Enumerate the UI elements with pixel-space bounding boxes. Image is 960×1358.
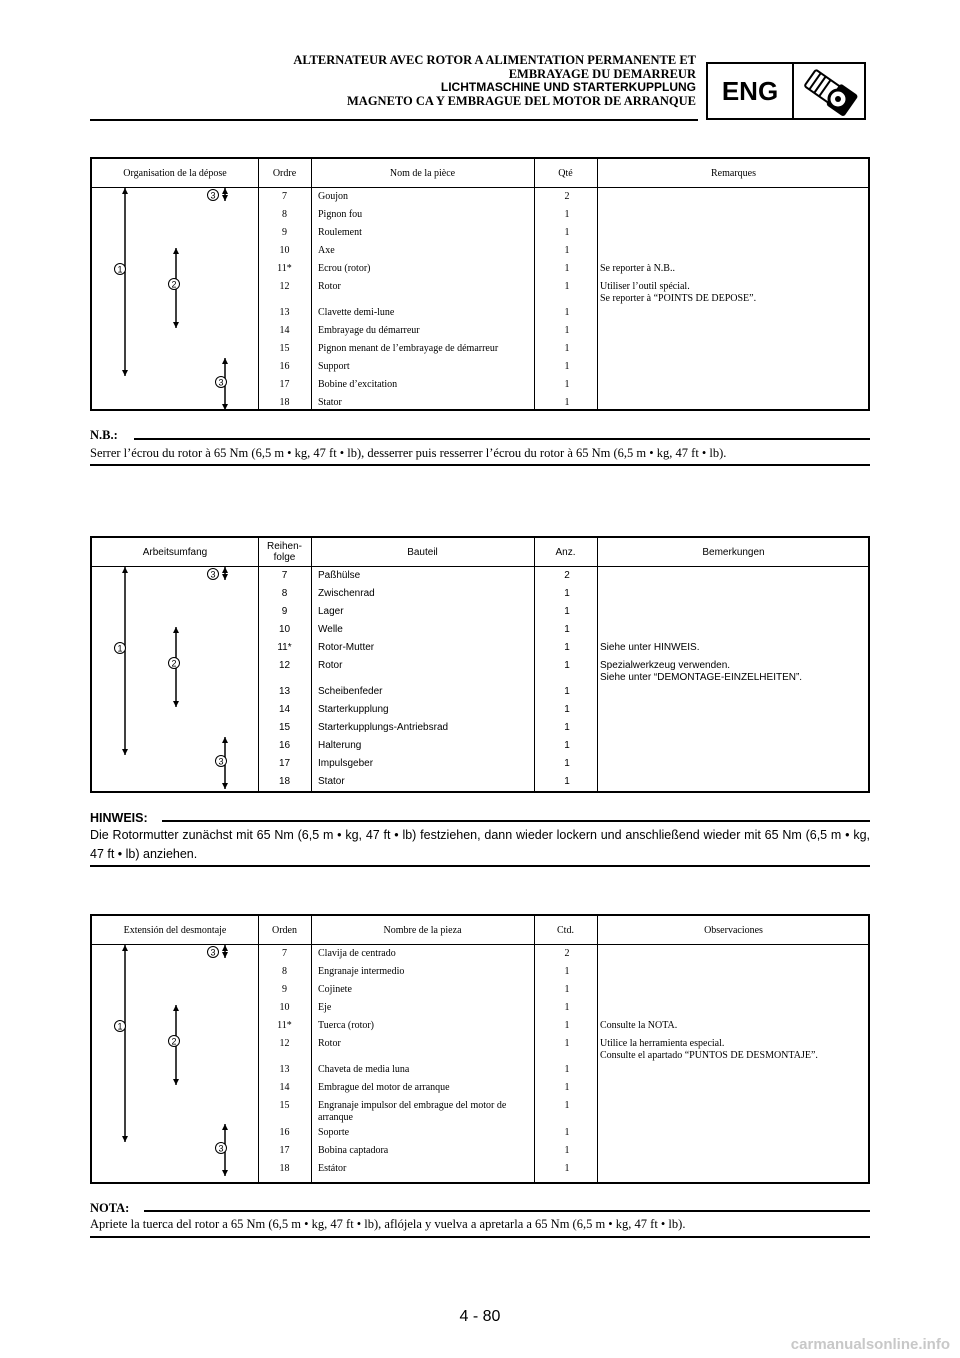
circled-number-label	[208, 947, 219, 958]
arrow-down-icon	[222, 404, 228, 409]
row-order: 15	[278, 722, 291, 733]
row-part-name: Rotor-Mutter	[318, 642, 375, 653]
arrow-up-icon	[122, 945, 128, 951]
arrow-up-icon	[122, 188, 128, 194]
arrow-up-icon	[173, 627, 179, 633]
arrow-up-icon	[222, 945, 228, 951]
arrow-down-icon	[222, 952, 228, 958]
circled-number-text: 2	[171, 1036, 177, 1047]
arrow-down-icon	[173, 701, 179, 707]
header-cell: Nom de la pièce	[389, 167, 456, 179]
row-part-name: Rotor	[318, 1038, 341, 1049]
row-part-name: Estátor	[318, 1163, 347, 1174]
note-end-rule-de	[90, 865, 870, 867]
arrow-up-icon	[222, 1124, 228, 1130]
wrench-bolt-icon	[794, 66, 864, 116]
parts-table-es	[90, 914, 870, 1184]
row-quantity: 1	[564, 1038, 570, 1049]
title-line-de: LICHTMASCHINE UND STARTERKUPPLUNG	[440, 80, 696, 94]
row-quantity: 1	[564, 1064, 570, 1075]
row-quantity: 1	[564, 704, 570, 715]
row-quantity: 1	[564, 1002, 570, 1013]
column-divider	[597, 916, 598, 944]
note-rule-de	[162, 820, 870, 822]
row-quantity: 1	[564, 642, 570, 653]
row-order: 13	[278, 686, 291, 697]
arrow-up-icon	[222, 188, 228, 194]
row-order: 17	[279, 379, 290, 390]
row-order: 13	[279, 307, 290, 318]
row-order: 12	[279, 1038, 290, 1049]
row-order: 16	[279, 361, 290, 372]
row-order: 12	[279, 281, 290, 292]
row-remarks: Utilice la herramienta especial. Consulte el apartado “PUNTOS DE DESMONTAJE”.	[600, 1038, 818, 1061]
row-part-name: Scheibenfeder	[318, 686, 383, 697]
row-part-name: Axe	[318, 245, 335, 256]
column-divider	[597, 945, 598, 1182]
row-order: 9	[282, 227, 287, 238]
row-quantity: 1	[564, 1082, 570, 1093]
row-part-name: Bobina captadora	[318, 1145, 389, 1156]
arrow-down-icon	[222, 574, 228, 580]
header-cell: Bauteil	[407, 546, 438, 558]
row-part-name: Embrayage du démarreur	[318, 325, 420, 336]
row-order: 8	[282, 966, 287, 977]
title-line-es: MAGNETO CA Y EMBRAGUE DEL MOTOR DE ARRANQUE	[347, 93, 696, 108]
arrow-down-icon	[222, 1170, 228, 1176]
row-part-name: Support	[318, 361, 350, 372]
row-quantity: 1	[564, 379, 570, 390]
row-order: 14	[279, 325, 290, 336]
header-cell: Anz.	[555, 546, 576, 558]
circled-number-label	[208, 569, 219, 580]
column-divider	[534, 538, 535, 566]
column-divider	[534, 945, 535, 1182]
header-cell: Orden	[272, 924, 297, 936]
row-order: 16	[278, 740, 291, 751]
row-quantity: 1	[564, 966, 570, 977]
row-order: 7	[282, 191, 287, 202]
row-order: 14	[279, 1082, 290, 1093]
row-part-name: Pignon fou	[318, 209, 363, 220]
column-divider	[534, 567, 535, 791]
row-quantity: 1	[564, 1020, 570, 1031]
row-part-name: Clavija de centrado	[318, 948, 396, 959]
arrow-down-icon	[122, 1136, 128, 1142]
row-part-name: Halterung	[318, 740, 362, 751]
header-cell: Nombre de la pieza	[383, 924, 462, 936]
column-divider	[311, 945, 312, 1182]
column-divider	[597, 159, 598, 187]
row-order: 15	[279, 343, 290, 354]
circled-number-text: 2	[171, 658, 177, 669]
row-part-name: Soporte	[318, 1127, 350, 1138]
column-divider	[311, 538, 312, 566]
table-body	[92, 188, 868, 409]
row-order: 7	[282, 948, 287, 959]
table-body	[92, 567, 868, 791]
arrow-up-icon	[222, 358, 228, 364]
section-badge-label: ENG	[708, 64, 794, 118]
row-order: 16	[279, 1127, 290, 1138]
header-cell: Ordre	[272, 167, 297, 179]
row-order: 13	[279, 1064, 290, 1075]
table-header	[92, 159, 868, 188]
row-part-name: Starterkupplung	[318, 704, 389, 715]
row-quantity: 1	[564, 281, 570, 292]
circled-number-label	[216, 756, 227, 767]
row-quantity: 1	[564, 227, 570, 238]
header-cell: Organisation de la dépose	[123, 167, 227, 179]
row-quantity: 1	[564, 1100, 570, 1111]
row-quantity: 1	[564, 209, 570, 220]
header-cell: Bemerkungen	[702, 546, 765, 558]
column-divider	[311, 159, 312, 187]
circled-number-label	[169, 279, 180, 290]
row-part-name: Bobine d’excitation	[318, 379, 398, 390]
title-line-fr-2: EMBRAYAGE DU DEMARREUR	[508, 66, 696, 81]
arrow-down-icon	[173, 322, 179, 328]
note-text-de: Die Rotormutter zunächst mit 65 Nm (6,5 m • kg, 47 ft • lb) festziehen, dann wieder lockern und anschließend wieder mit 65 Nm (6,5 m • kg, 47 ft • lb) anziehen.	[90, 828, 870, 861]
row-quantity: 1	[564, 343, 570, 354]
note-title-fr: N.B.:	[90, 428, 118, 442]
circled-number-text: 3	[218, 756, 224, 767]
arrow-up-icon	[173, 248, 179, 254]
row-order: 17	[278, 758, 291, 769]
arrow-down-icon	[173, 1079, 179, 1085]
header-cell: Ctd.	[557, 924, 574, 936]
row-part-name: Impulsgeber	[318, 758, 374, 769]
row-quantity: 1	[564, 1163, 570, 1174]
row-quantity: 1	[564, 740, 570, 751]
note-text-es: Apriete la tuerca del rotor a 65 Nm (6,5 m • kg, 47 ft • lb), aflójela y vuelva a apretarla a 65 Nm (6,5 m • kg, 47 ft • lb).	[90, 1217, 686, 1231]
row-order: 11*	[277, 263, 292, 274]
row-part-name: Goujon	[318, 191, 348, 202]
row-quantity: 1	[564, 606, 570, 617]
row-order: 14	[278, 704, 291, 715]
circled-number-text: 3	[218, 1143, 224, 1154]
circled-number-label	[115, 643, 126, 654]
row-order: 8	[281, 588, 288, 599]
row-quantity: 1	[564, 307, 570, 318]
row-part-name: Pignon menant de l’embrayage de démarreur	[318, 343, 499, 354]
circled-number-label	[216, 1143, 227, 1154]
note-title-es: NOTA:	[90, 1201, 130, 1215]
row-quantity: 1	[564, 588, 570, 599]
row-quantity: 1	[564, 776, 570, 787]
arrow-down-icon	[122, 749, 128, 755]
row-quantity: 1	[564, 1127, 570, 1138]
circled-number-text: 2	[171, 279, 177, 290]
circled-number-label	[115, 264, 126, 275]
removal-order-diagram	[92, 945, 260, 1182]
row-part-name: Ecrou (rotor)	[318, 263, 371, 274]
watermark: carmanualsonline.info	[790, 1336, 950, 1353]
row-quantity: 1	[564, 325, 570, 336]
row-part-name: Roulement	[318, 227, 362, 238]
circled-number-text: 1	[117, 1021, 123, 1032]
circled-number-text: 3	[210, 569, 216, 580]
circled-number-label	[216, 377, 227, 388]
row-part-name: Eje	[318, 1002, 332, 1013]
column-divider	[534, 159, 535, 187]
table-body	[92, 945, 868, 1182]
row-quantity: 2	[564, 570, 570, 581]
circled-number-text: 3	[210, 947, 216, 958]
title-line-fr-1: ALTERNATEUR AVEC ROTOR A ALIMENTATION PERMANENTE ET	[293, 53, 696, 67]
note-end-rule-fr	[90, 464, 870, 466]
arrow-up-icon	[122, 567, 128, 573]
row-part-name: Stator	[318, 776, 345, 787]
header-rule	[90, 119, 698, 121]
row-remarks: Se reporter à N.B..	[600, 263, 675, 274]
circled-number-text: 1	[117, 264, 123, 275]
column-divider	[311, 567, 312, 791]
row-part-name: Tuerca (rotor)	[318, 1020, 375, 1031]
row-part-name: Clavette demi-lune	[318, 307, 395, 318]
circled-number-label	[169, 1036, 180, 1047]
row-order: 18	[278, 776, 291, 787]
removal-order-diagram	[92, 188, 260, 409]
column-divider	[597, 538, 598, 566]
column-divider	[597, 188, 598, 409]
header-cell: Arbeitsumfang	[142, 546, 208, 558]
row-remarks: Utiliser l’outil spécial. Se reporter à “POINTS DE DEPOSE”.	[600, 281, 757, 304]
row-order: 15	[279, 1100, 290, 1111]
arrow-up-icon	[222, 567, 228, 573]
parts-table-fr	[90, 157, 870, 411]
row-part-name: Engranaje intermedio	[318, 966, 405, 977]
row-order: 9	[281, 606, 288, 617]
row-quantity: 1	[564, 660, 570, 671]
row-order: 8	[282, 209, 287, 220]
circled-number-label	[169, 658, 180, 669]
column-divider	[311, 916, 312, 944]
row-quantity: 1	[564, 397, 570, 408]
row-order: 10	[279, 1002, 290, 1013]
row-order: 7	[281, 570, 288, 581]
row-quantity: 1	[564, 686, 570, 697]
arrow-down-icon	[122, 370, 128, 376]
row-quantity: 1	[564, 624, 570, 635]
header-cell: Qté	[558, 167, 573, 179]
row-part-name: Stator	[318, 397, 342, 408]
row-part-name: Zwischenrad	[318, 588, 375, 599]
table-header	[92, 538, 868, 567]
row-order: 18	[279, 397, 290, 408]
circled-number-label	[115, 1021, 126, 1032]
column-divider	[597, 567, 598, 791]
row-order: 18	[279, 1163, 290, 1174]
row-quantity: 2	[564, 948, 570, 959]
row-part-name: Engranaje impulsor del embrague del motor de arranque	[318, 1100, 507, 1123]
row-order: 10	[278, 624, 291, 635]
row-part-name: Lager	[318, 606, 344, 617]
row-order: 12	[278, 660, 291, 671]
row-remarks: Siehe unter HINWEIS.	[600, 642, 700, 653]
arrow-up-icon	[173, 1005, 179, 1011]
row-part-name: Rotor	[318, 660, 343, 671]
header-cell: Remarques	[711, 167, 756, 179]
row-order: 11*	[277, 642, 292, 653]
row-order: 10	[279, 245, 290, 256]
circled-number-label	[208, 190, 219, 201]
note-rule-es	[144, 1210, 870, 1212]
row-quantity: 1	[564, 245, 570, 256]
section-badge	[706, 62, 866, 120]
row-remarks: Spezialwerkzeug verwenden. Siehe unter “DEMONTAGE-EINZELHEITEN”.	[600, 660, 803, 683]
column-divider	[311, 188, 312, 409]
row-part-name: Embrague del motor de arranque	[318, 1082, 450, 1093]
parts-table-de	[90, 536, 870, 793]
row-quantity: 1	[564, 722, 570, 733]
row-quantity: 1	[564, 361, 570, 372]
circled-number-text: 3	[218, 377, 224, 388]
arrow-down-icon	[222, 783, 228, 789]
note-end-rule-es	[90, 1236, 870, 1238]
page-number: 4 - 80	[459, 1308, 501, 1325]
note-title-de: HINWEIS:	[90, 811, 148, 825]
arrow-down-icon	[222, 195, 228, 201]
row-part-name: Paßhülse	[318, 570, 361, 581]
row-quantity: 1	[564, 1145, 570, 1156]
row-remarks: Consulte la NOTA.	[600, 1020, 678, 1031]
row-quantity: 2	[564, 191, 570, 202]
removal-order-diagram	[92, 567, 260, 791]
column-divider	[534, 188, 535, 409]
table-header	[92, 916, 868, 945]
column-divider	[258, 538, 259, 566]
circled-number-text: 3	[210, 190, 216, 201]
row-part-name: Rotor	[318, 281, 341, 292]
row-quantity: 1	[564, 758, 570, 769]
row-order: 9	[282, 984, 287, 995]
row-quantity: 1	[564, 263, 570, 274]
arrow-up-icon	[222, 737, 228, 743]
note-rule-fr	[134, 438, 870, 440]
section-title	[293, 54, 696, 108]
row-part-name: Welle	[318, 624, 343, 635]
circled-number-text: 1	[117, 643, 123, 654]
row-part-name: Chaveta de media luna	[318, 1064, 410, 1075]
row-quantity: 1	[564, 984, 570, 995]
row-part-name: Starterkupplungs-Antriebsrad	[318, 722, 449, 733]
header-cell: Extensión del desmontaje	[123, 924, 227, 936]
column-divider	[534, 916, 535, 944]
column-divider	[258, 916, 259, 944]
column-divider	[258, 159, 259, 187]
header-cell: Reihen- folge	[266, 541, 303, 563]
header-cell: Observaciones	[704, 924, 763, 936]
row-order: 11*	[277, 1020, 292, 1031]
row-order: 17	[279, 1145, 290, 1156]
note-text-fr: Serrer l’écrou du rotor à 65 Nm (6,5 m • kg, 47 ft • lb), desserrer puis resserrer l’écrou du rotor à 65 Nm (6,5 m • kg, 47 ft • lb).	[90, 446, 727, 460]
row-part-name: Cojinete	[318, 984, 352, 995]
